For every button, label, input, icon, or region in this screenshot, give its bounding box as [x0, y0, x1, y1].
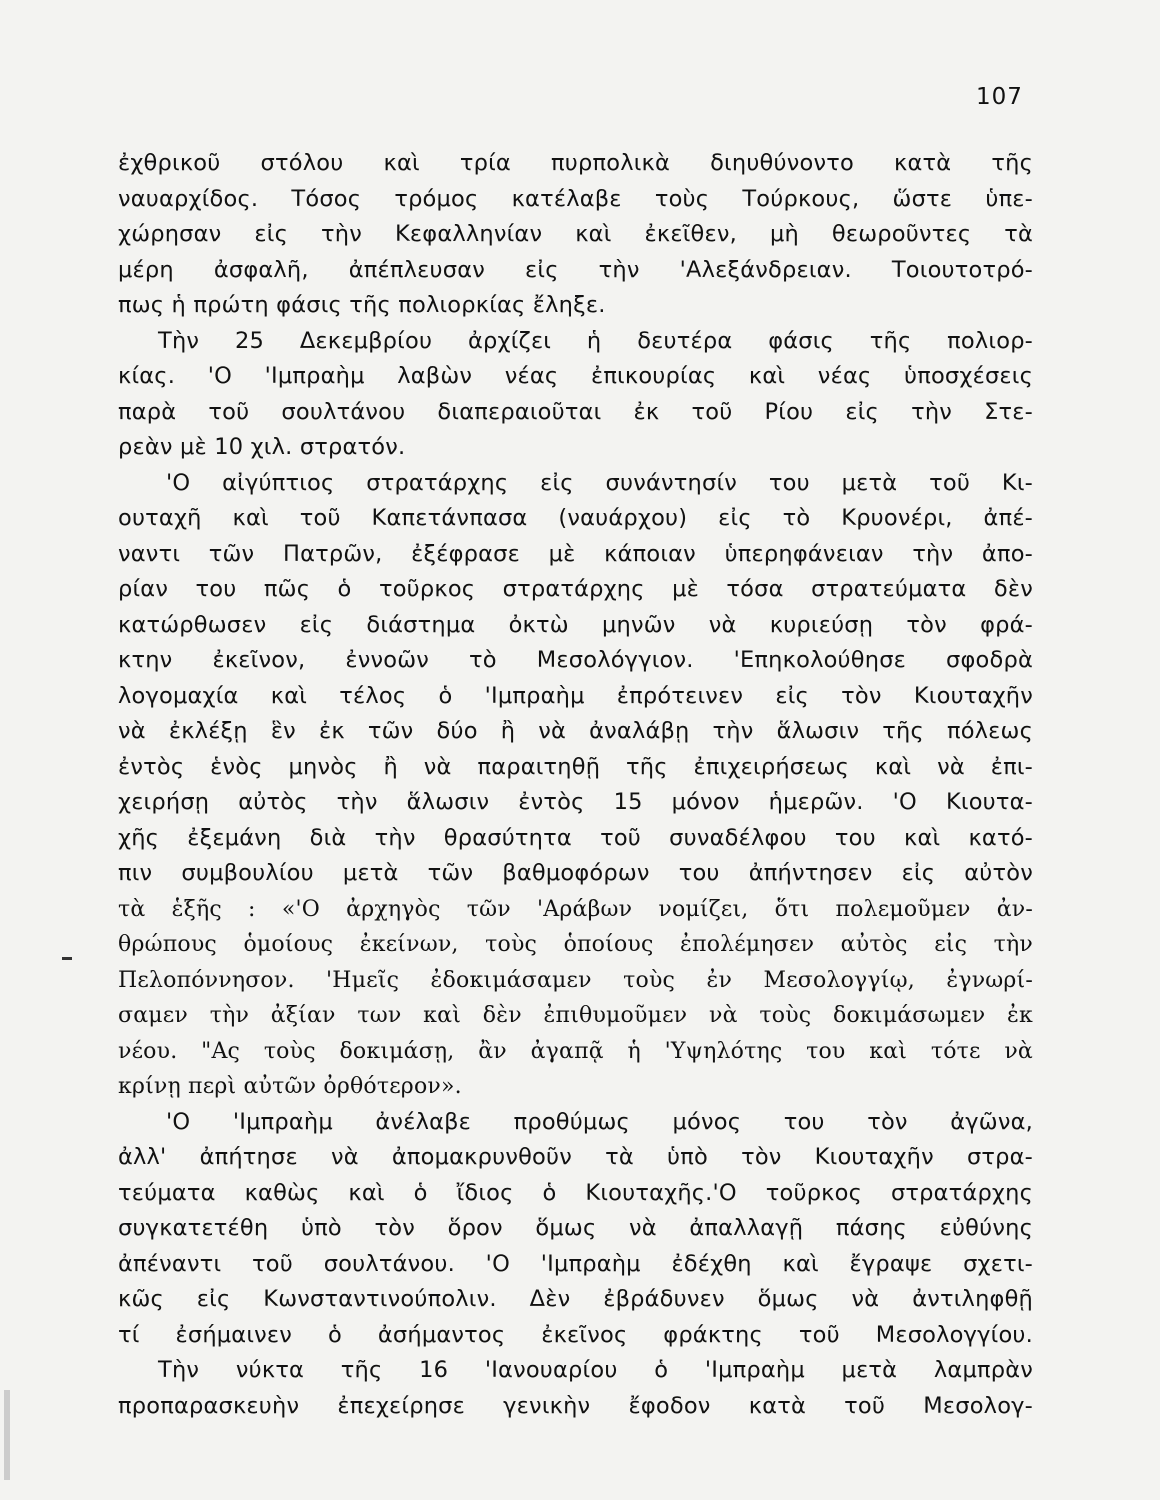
text-line: κτην ἐκεῖνον, ἐννοῶν τὸ Μεσολόγγιον. 'Επηκολούθησε σφοδρὰ: [118, 647, 1033, 673]
margin-mark: [62, 957, 72, 960]
text-line: ρεὰν μὲ 10 χιλ. στρατόν.: [118, 434, 406, 460]
quote-line: θρώπους ὁμοίους ἐκείνων, τοὺς ὁποίους ἐπολέμησεν αὐτὸς εἰς τὴν: [118, 932, 1033, 957]
body-text: [118, 146, 1033, 1424]
text-line: λογομαχία καὶ τέλος ὁ 'Ιμπραὴμ ἐπρότεινεν εἰς τὸν Κιουταχῆν: [118, 682, 1033, 709]
quote-line: Πελοπόννησον. 'Ημεῖς ἐδοκιμάσαμεν τοὺς ἐν Μεσολογγίῳ, ἐγνωρί-: [118, 967, 1033, 993]
quote-line: τὰ ἑξῆς : «'Ο ἀρχηγὸς τῶν 'Αράβων νομίζει, ὅτι πολεμοῦμεν ἀν-: [118, 896, 1033, 922]
page-edge-shadow: [4, 1390, 10, 1480]
text-line: παρὰ τοῦ σουλτάνου διαπεραιοῦται ἐκ τοῦ Ρίου εἰς τὴν Στε-: [118, 398, 1033, 425]
text-line: πιν συμβουλίου μετὰ τῶν βαθμοφόρων του ἀπήντησεν εἰς αὐτὸν: [118, 860, 1033, 886]
text-line: πως ἡ πρώτη φάσις τῆς πολιορκίας ἔληξε.: [118, 292, 606, 318]
text-line: ἀπέναντι τοῦ σουλτάνου. 'Ο 'Ιμπραὴμ ἐδέχθη καὶ ἔγραψε σχετι-: [118, 1250, 1033, 1277]
text-line: ἐντὸς ἑνὸς μηνὸς ἢ νὰ παραιτηθῇ τῆς ἐπιχειρήσεως καὶ νὰ ἐπι-: [118, 753, 1033, 780]
text-line: προπαρασκευὴν ἐπεχείρησε γενικὴν ἔφοδον κατὰ τοῦ Μεσολογ-: [118, 1392, 1033, 1419]
quote-line: νέου. "Ας τοὺς δοκιμάσῃ, ἂν ἀγαπᾷ ἡ 'Υψηλότης του καὶ τότε νὰ: [118, 1038, 1033, 1064]
text-line: συγκατετέθη ὑπὸ τὸν ὅρον ὅμως νὰ ἀπαλλαγῇ πάσης εὐθύνης: [118, 1215, 1033, 1241]
text-line: ναυαρχίδος. Τόσος τρόμος κατέλαβε τοὺς Τούρκους, ὥστε ὑπε-: [118, 185, 1033, 212]
text-line: κατώρθωσεν εἰς διάστημα ὀκτὼ μηνῶν νὰ κυριεύσῃ τὸν φρά-: [118, 611, 1033, 638]
text-line: ἀλλ' ἀπήτησε νὰ ἀπομακρυνθοῦν τὰ ὑπὸ τὸν Κιουταχῆν στρα-: [118, 1144, 1033, 1170]
text-line: χειρήσῃ αὐτὸς τὴν ἅλωσιν ἐντὸς 15 μόνον ἡμερῶν. 'Ο Κιουτα-: [118, 789, 1033, 815]
text-line: ἐχθρικοῦ στόλου καὶ τρία πυρπολικὰ διηυθύνοντο κατὰ τῆς: [118, 150, 1033, 176]
text-line: νὰ ἐκλέξῃ ἓν ἐκ τῶν δύο ἢ νὰ ἀναλάβῃ τὴν ἅλωσιν τῆς πόλεως: [118, 718, 1033, 744]
paragraph-start-line: Τὴν νύκτα τῆς 16 'Ιανουαρίου ὁ 'Ιμπραὴμ μετὰ λαμπρὰν: [158, 1357, 1033, 1383]
text-line: κῶς εἰς Κωνσταντινούπολιν. Δὲν ἐβράδυνεν ὅμως νὰ ἀντιληφθῇ: [118, 1286, 1033, 1312]
paragraph-start-line: 'Ο αἰγύπτιος στρατάρχης εἰς συνάντησίν του μετὰ τοῦ Κι-: [166, 469, 1033, 496]
text-line: χώρησαν εἰς τὴν Κεφαλληνίαν καὶ ἐκεῖθεν, μὴ θεωροῦντες τὰ: [118, 221, 1033, 247]
quote-line: σαμεν τὴν ἀξίαν των καὶ δὲν ἐπιθυμοῦμεν νὰ τοὺς δοκιμάσωμεν ἐκ: [118, 1003, 1033, 1028]
page-number: 107: [976, 84, 1023, 110]
quote-line: κρίνῃ περὶ αὐτῶν ὀρθότερον».: [118, 1074, 462, 1099]
text-line: τεύματα καθὼς καὶ ὁ ἴδιος ὁ Κιουταχῆς.'Ο τοῦρκος στρατάρχης: [118, 1179, 1033, 1206]
paragraph-start-line: 'Ο 'Ιμπραὴμ ἀνέλαβε προθύμως μόνος του τὸν ἀγῶνα,: [166, 1108, 1033, 1135]
text-line: μέρη ἀσφαλῆ, ἀπέπλευσαν εἰς τὴν 'Αλεξάνδρειαν. Τοιουτοτρό-: [118, 256, 1033, 283]
text-line: χῆς ἐξεμάνη διὰ τὴν θρασύτητα τοῦ συναδέλφου του καὶ κατό-: [118, 824, 1033, 851]
text-line: ναντι τῶν Πατρῶν, ἐξέφρασε μὲ κάποιαν ὑπερηφάνειαν τὴν ἀπο-: [118, 540, 1033, 567]
paragraph-start-line: Τὴν 25 Δεκεμβρίου ἀρχίζει ἡ δευτέρα φάσις τῆς πολιορ-: [158, 327, 1033, 354]
text-line: ρίαν του πῶς ὁ τοῦρκος στρατάρχης μὲ τόσα στρατεύματα δὲν: [118, 576, 1033, 602]
text-line: τί ἐσήμαινεν ὁ ἀσήμαντος ἐκεῖνος φράκτης τοῦ Μεσολογγίου.: [118, 1321, 1033, 1348]
text-line: κίας. 'Ο 'Ιμπραὴμ λαβὼν νέας ἐπικουρίας καὶ νέας ὑποσχέσεις: [118, 363, 1033, 389]
text-line: ουταχῆ καὶ τοῦ Καπετάνπασα (ναυάρχου) εἰς τὸ Κρυονέρι, ἀπέ-: [118, 505, 1033, 531]
